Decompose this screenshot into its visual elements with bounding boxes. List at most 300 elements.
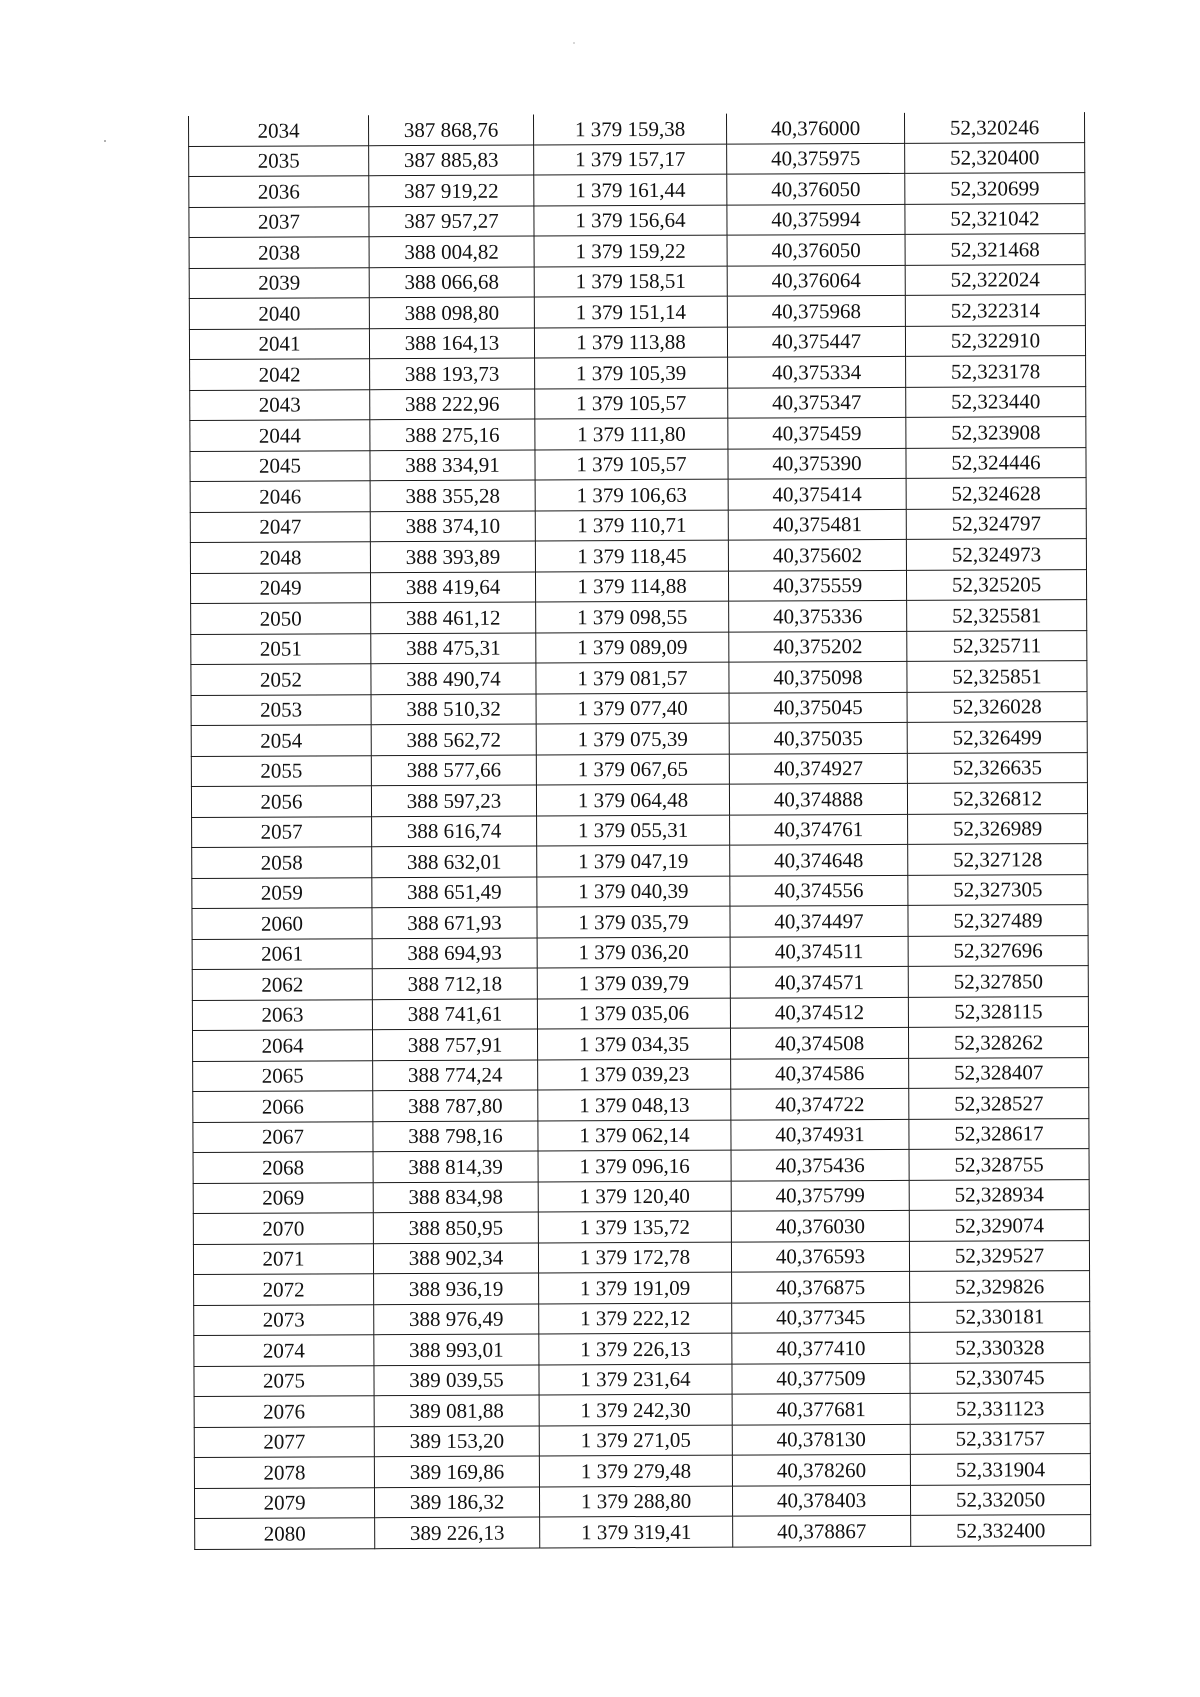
- x-coordinate-cell: [370, 358, 535, 389]
- y-coordinate-cell: [537, 967, 730, 998]
- cell-text: 1 379 222,12: [580, 1305, 691, 1331]
- longitude-cell: [910, 1362, 1090, 1393]
- cell-text: 1 379 039,23: [579, 1061, 690, 1087]
- y-coordinate-cell: [535, 510, 728, 541]
- cell-text: 388 632,01: [406, 849, 502, 874]
- cell-text: 52,327489: [953, 907, 1043, 933]
- cell-text: 40,375975: [771, 146, 861, 171]
- cell-text: 388 577,66: [406, 757, 502, 783]
- longitude-cell: [908, 905, 1088, 936]
- cell-text: 1 379 157,17: [575, 146, 686, 172]
- cell-text: 52,326635: [952, 755, 1043, 780]
- longitude-cell: [908, 996, 1088, 1027]
- latitude-cell: [729, 753, 907, 784]
- y-coordinate-cell: [534, 144, 727, 175]
- x-coordinate-cell: [372, 907, 537, 938]
- cell-text: 52,328755: [954, 1151, 1044, 1177]
- point-number-cell: [190, 511, 370, 542]
- cell-text: 52,332050: [955, 1487, 1046, 1512]
- y-coordinate-cell: [536, 601, 729, 632]
- point-number-cell: [189, 298, 369, 329]
- x-coordinate-cell: [374, 1395, 539, 1426]
- latitude-cell: [727, 265, 905, 296]
- cell-text: 1 379 064,48: [577, 787, 689, 812]
- table-row: [193, 1057, 1089, 1091]
- point-number-cell: [190, 389, 370, 420]
- y-coordinate-cell: [539, 1333, 732, 1364]
- cell-text: 52,330745: [955, 1365, 1045, 1390]
- cell-text: 40,375968: [771, 298, 862, 323]
- table-row: [194, 1393, 1090, 1427]
- cell-text: 52,328527: [954, 1090, 1044, 1116]
- point-number-cell: [191, 755, 371, 786]
- table-row: [191, 600, 1087, 634]
- cell-text: 1 379 159,22: [575, 238, 686, 263]
- cell-text: 40,378403: [776, 1488, 867, 1513]
- y-coordinate-cell: [536, 723, 729, 754]
- cell-text: 40,374761: [773, 817, 864, 842]
- cell-text: 388 976,49: [408, 1306, 504, 1332]
- cell-text: 2061: [261, 941, 304, 966]
- y-coordinate-cell: [538, 1059, 731, 1090]
- cell-text: 388 597,23: [406, 788, 502, 813]
- table-row: [189, 325, 1085, 359]
- longitude-cell: [905, 203, 1085, 234]
- cell-text: 2076: [263, 1399, 306, 1424]
- cell-text: 388 164,13: [404, 330, 500, 356]
- x-coordinate-cell: [369, 297, 534, 328]
- cell-text: 388 902,34: [408, 1245, 504, 1271]
- x-coordinate-cell: [375, 1517, 540, 1548]
- cell-text: 52,327305: [953, 877, 1043, 902]
- latitude-cell: [731, 1119, 909, 1150]
- cell-text: 1 379 105,57: [576, 451, 687, 477]
- latitude-cell: [728, 356, 906, 387]
- cell-text: 1 379 105,57: [576, 390, 687, 416]
- longitude-cell: [907, 691, 1087, 722]
- y-coordinate-cell: [539, 1303, 732, 1334]
- latitude-cell: [731, 1058, 909, 1089]
- x-coordinate-cell: [370, 449, 535, 480]
- cell-text: 40,376050: [771, 237, 861, 262]
- x-coordinate-cell: [369, 175, 534, 206]
- longitude-cell: [910, 1301, 1090, 1332]
- cell-text: 40,375336: [773, 603, 863, 628]
- cell-text: 2079: [263, 1490, 306, 1515]
- y-coordinate-cell: [538, 1150, 731, 1181]
- table-row: [189, 234, 1085, 268]
- point-number-cell: [191, 725, 371, 756]
- cell-text: 52,322910: [950, 328, 1041, 353]
- longitude-cell: [909, 1149, 1089, 1180]
- cell-text: 388 798,16: [408, 1123, 503, 1149]
- latitude-cell: [729, 631, 907, 662]
- latitude-cell: [731, 1149, 909, 1180]
- cell-text: 2040: [258, 301, 301, 326]
- cell-text: 389 226,13: [409, 1520, 505, 1545]
- table-row: [189, 112, 1085, 146]
- cell-text: 52,326812: [952, 785, 1043, 811]
- longitude-cell: [910, 1454, 1090, 1485]
- point-number-cell: [193, 1213, 373, 1244]
- y-coordinate-cell: [538, 1120, 731, 1151]
- cell-text: 1 379 089,09: [577, 634, 688, 660]
- point-number-cell: [192, 847, 372, 878]
- table-row: [195, 1515, 1091, 1549]
- cell-text: 389 081,88: [409, 1398, 504, 1423]
- table-row: [189, 203, 1085, 237]
- x-coordinate-cell: [371, 632, 536, 663]
- cell-text: 388 275,16: [405, 422, 500, 447]
- x-coordinate-cell: [370, 510, 535, 541]
- cell-text: 388 355,28: [405, 483, 500, 508]
- table-row: [194, 1423, 1090, 1457]
- cell-text: 388 374,10: [405, 513, 501, 539]
- point-number-cell: [192, 969, 372, 1000]
- latitude-cell: [728, 417, 906, 448]
- x-coordinate-cell: [371, 754, 536, 785]
- cell-text: 40,374571: [774, 969, 864, 994]
- longitude-cell: [908, 966, 1088, 997]
- longitude-cell: [905, 173, 1085, 204]
- cell-text: 40,376593: [775, 1244, 866, 1269]
- latitude-cell: [729, 692, 907, 723]
- x-coordinate-cell: [372, 937, 537, 968]
- latitude-cell: [730, 936, 908, 967]
- cell-text: 40,375436: [775, 1152, 865, 1177]
- point-number-cell: [190, 450, 370, 481]
- cell-text: 388 419,64: [405, 574, 501, 600]
- cell-text: 387 885,83: [403, 147, 499, 173]
- cell-text: 388 774,24: [407, 1062, 503, 1088]
- point-number-cell: [194, 1274, 374, 1305]
- latitude-cell: [729, 661, 907, 692]
- table-row: [190, 508, 1086, 542]
- y-coordinate-cell: [538, 1181, 731, 1212]
- y-coordinate-cell: [534, 235, 727, 266]
- longitude-cell: [906, 569, 1086, 600]
- y-coordinate-cell: [538, 1089, 731, 1120]
- cell-text: 52,328407: [954, 1060, 1044, 1085]
- longitude-cell: [911, 1515, 1091, 1546]
- x-coordinate-cell: [374, 1273, 539, 1304]
- cell-text: 1 379 156,64: [575, 207, 686, 233]
- longitude-cell: [906, 478, 1086, 509]
- cell-text: 52,321468: [950, 236, 1040, 262]
- cell-text: 1 379 098,55: [577, 604, 688, 629]
- cell-text: 40,375481: [772, 512, 862, 537]
- cell-text: 52,330181: [955, 1304, 1045, 1329]
- latitude-cell: [732, 1393, 910, 1424]
- table-row: [191, 661, 1087, 695]
- longitude-cell: [909, 1088, 1089, 1119]
- cell-text: 387 957,27: [404, 208, 499, 234]
- cell-text: 2064: [261, 1033, 304, 1058]
- cell-text: 1 379 040,39: [578, 878, 689, 904]
- cell-text: 40,374927: [773, 756, 864, 781]
- cell-text: 2055: [260, 758, 303, 783]
- y-coordinate-cell: [536, 754, 729, 785]
- x-coordinate-cell: [369, 266, 534, 297]
- x-coordinate-cell: [370, 571, 535, 602]
- table-row: [193, 1088, 1089, 1122]
- cell-text: 40,377345: [776, 1305, 866, 1330]
- longitude-cell: [909, 1210, 1089, 1241]
- cell-text: 52,323178: [950, 358, 1041, 384]
- cell-text: 52,320699: [950, 175, 1040, 201]
- table-row: [191, 752, 1087, 786]
- longitude-cell: [908, 1027, 1088, 1058]
- scan-speck: [573, 42, 575, 44]
- cell-text: 52,320400: [950, 145, 1040, 170]
- cell-text: 40,375347: [772, 390, 862, 415]
- cell-text: 52,323440: [951, 389, 1041, 414]
- latitude-cell: [730, 905, 908, 936]
- y-coordinate-cell: [535, 449, 728, 480]
- cell-text: 2074: [262, 1338, 305, 1363]
- y-coordinate-cell: [534, 205, 727, 236]
- x-coordinate-cell: [371, 693, 536, 724]
- table-row: [190, 356, 1086, 390]
- cell-text: 1 379 158,51: [575, 268, 686, 294]
- cell-text: 40,377410: [776, 1335, 866, 1360]
- cell-text: 2053: [260, 697, 303, 722]
- table-row: [194, 1332, 1090, 1366]
- longitude-cell: [905, 325, 1085, 356]
- point-number-cell: [191, 694, 371, 725]
- cell-text: 2043: [258, 392, 301, 417]
- latitude-cell: [730, 966, 908, 997]
- cell-text: 1 379 036,20: [578, 939, 689, 965]
- cell-text: 52,325581: [952, 602, 1042, 628]
- cell-text: 40,377509: [776, 1366, 866, 1391]
- cell-text: 388 562,72: [406, 727, 502, 752]
- point-number-cell: [189, 145, 369, 176]
- cell-text: 52,328934: [954, 1182, 1044, 1207]
- y-coordinate-cell: [536, 662, 729, 693]
- x-coordinate-cell: [371, 785, 536, 816]
- table-row: [194, 1484, 1090, 1518]
- y-coordinate-cell: [534, 174, 727, 205]
- coordinates-table: [188, 112, 1091, 1549]
- cell-text: 52,331904: [955, 1456, 1046, 1482]
- latitude-cell: [733, 1515, 911, 1546]
- longitude-cell: [908, 844, 1088, 875]
- cell-text: 2035: [257, 148, 300, 173]
- latitude-cell: [730, 997, 908, 1028]
- latitude-cell: [728, 539, 906, 570]
- cell-text: 1 379 226,13: [580, 1336, 691, 1361]
- table-row: [192, 996, 1088, 1030]
- table-row: [190, 539, 1086, 573]
- cell-text: 40,375390: [772, 451, 862, 476]
- latitude-cell: [727, 326, 905, 357]
- y-coordinate-cell: [537, 937, 730, 968]
- point-number-cell: [193, 1091, 373, 1122]
- y-coordinate-cell: [536, 784, 729, 815]
- x-coordinate-cell: [369, 236, 534, 267]
- table-row: [193, 1118, 1089, 1152]
- latitude-cell: [732, 1332, 910, 1363]
- latitude-cell: [731, 1241, 909, 1272]
- point-number-cell: [192, 938, 372, 969]
- cell-text: 1 379 113,88: [576, 329, 686, 355]
- cell-text: 388 694,93: [407, 940, 502, 966]
- table-row: [189, 142, 1085, 176]
- cell-text: 52,328262: [953, 1029, 1044, 1055]
- table-row: [192, 905, 1088, 939]
- cell-text: 52,326989: [952, 816, 1043, 841]
- cell-text: 388 814,39: [408, 1154, 503, 1179]
- cell-text: 389 039,55: [409, 1367, 504, 1393]
- point-number-cell: [189, 237, 369, 268]
- longitude-cell: [907, 722, 1087, 753]
- cell-text: 388 475,31: [406, 635, 501, 661]
- cell-text: 388 616,74: [406, 818, 502, 844]
- cell-text: 1 379 035,06: [578, 1000, 690, 1026]
- cell-text: 2080: [263, 1521, 306, 1546]
- x-coordinate-cell: [373, 1151, 538, 1182]
- point-number-cell: [192, 999, 372, 1030]
- cell-text: 1 379 118,45: [577, 543, 687, 568]
- y-coordinate-cell: [535, 388, 728, 419]
- point-number-cell: [191, 633, 371, 664]
- cell-text: 40,376064: [771, 268, 861, 293]
- point-number-cell: [189, 206, 369, 237]
- cell-text: 1 379 106,63: [576, 482, 687, 507]
- x-coordinate-cell: [374, 1303, 539, 1334]
- point-number-cell: [195, 1518, 375, 1549]
- latitude-cell: [732, 1302, 910, 1333]
- longitude-cell: [907, 600, 1087, 631]
- cell-text: 2068: [262, 1155, 305, 1180]
- y-coordinate-cell: [539, 1455, 732, 1486]
- latitude-cell: [731, 1180, 909, 1211]
- cell-text: 40,375994: [771, 207, 861, 232]
- x-coordinate-cell: [372, 1029, 537, 1060]
- cell-text: 1 379 159,38: [574, 116, 686, 141]
- cell-text: 1 379 081,57: [577, 665, 688, 690]
- cell-text: 1 379 111,80: [576, 421, 686, 446]
- cell-text: 2069: [262, 1185, 305, 1210]
- cell-text: 2062: [261, 972, 304, 997]
- cell-text: 1 379 055,31: [577, 817, 689, 843]
- point-number-cell: [194, 1335, 374, 1366]
- point-number-cell: [189, 267, 369, 298]
- table-row: [191, 691, 1087, 725]
- cell-text: 40,374722: [775, 1091, 865, 1116]
- longitude-cell: [906, 417, 1086, 448]
- cell-text: 1 379 034,35: [578, 1031, 690, 1056]
- y-coordinate-cell: [536, 693, 729, 724]
- cell-text: 1 379 110,71: [576, 512, 687, 538]
- cell-text: 2039: [258, 270, 301, 295]
- cell-text: 1 379 271,05: [580, 1427, 691, 1453]
- cell-text: 52,321042: [950, 206, 1040, 231]
- cell-text: 40,375559: [772, 573, 863, 598]
- x-coordinate-cell: [371, 602, 536, 633]
- cell-text: 2050: [259, 606, 302, 631]
- table-row: [190, 569, 1086, 603]
- cell-text: 2066: [261, 1094, 304, 1119]
- y-coordinate-cell: [534, 266, 727, 297]
- cell-text: 40,375045: [773, 695, 863, 720]
- longitude-cell: [907, 630, 1087, 661]
- longitude-cell: [909, 1057, 1089, 1088]
- cell-text: 40,376875: [775, 1274, 866, 1299]
- cell-text: 1 379 075,39: [577, 726, 688, 751]
- cell-text: 40,375799: [775, 1183, 865, 1208]
- cell-text: 40,378867: [777, 1518, 867, 1543]
- cell-text: 40,375459: [772, 420, 862, 445]
- cell-text: 388 393,89: [405, 544, 501, 569]
- table-row: [194, 1271, 1090, 1305]
- cell-text: 52,325851: [952, 663, 1042, 689]
- table-row: [190, 447, 1086, 481]
- cell-text: 1 379 035,79: [578, 909, 689, 934]
- table-row: [191, 783, 1087, 817]
- cell-text: 2057: [260, 819, 303, 844]
- x-coordinate-cell: [370, 480, 535, 511]
- point-number-cell: [192, 1030, 372, 1061]
- latitude-cell: [729, 600, 907, 631]
- y-coordinate-cell: [538, 1242, 731, 1273]
- longitude-cell: [906, 386, 1086, 417]
- cell-text: 389 153,20: [409, 1428, 505, 1454]
- longitude-cell: [907, 752, 1087, 783]
- cell-text: 2044: [258, 423, 301, 448]
- cell-text: 388 757,91: [407, 1032, 503, 1057]
- cell-text: 388 461,12: [405, 605, 501, 630]
- longitude-cell: [905, 142, 1085, 173]
- table-row: [190, 417, 1086, 451]
- cell-text: 40,375202: [773, 634, 863, 659]
- latitude-cell: [730, 844, 908, 875]
- x-coordinate-cell: [374, 1456, 539, 1487]
- cell-text: 2073: [262, 1307, 305, 1332]
- latitude-cell: [732, 1424, 910, 1455]
- x-coordinate-cell: [371, 663, 536, 694]
- cell-text: 1 379 151,14: [575, 299, 687, 324]
- cell-text: 2034: [257, 118, 300, 143]
- longitude-cell: [906, 447, 1086, 478]
- x-coordinate-cell: [373, 1059, 538, 1090]
- longitude-cell: [907, 661, 1087, 692]
- cell-text: 2067: [261, 1124, 305, 1149]
- cell-text: 389 169,86: [409, 1459, 505, 1484]
- cell-text: 388 490,74: [406, 666, 501, 691]
- point-number-cell: [194, 1457, 374, 1488]
- y-coordinate-cell: [535, 571, 728, 602]
- cell-text: 2049: [259, 575, 302, 600]
- x-coordinate-cell: [373, 1120, 538, 1151]
- table-row: [194, 1454, 1090, 1488]
- cell-text: 1 379 191,09: [579, 1275, 691, 1300]
- point-number-cell: [194, 1396, 374, 1427]
- cell-text: 52,324446: [951, 450, 1041, 475]
- point-number-cell: [193, 1182, 373, 1213]
- cell-text: 1 379 172,78: [579, 1244, 691, 1270]
- y-coordinate-cell: [535, 479, 728, 510]
- cell-text: 2041: [258, 331, 301, 356]
- x-coordinate-cell: [372, 876, 537, 907]
- cell-text: 52,326028: [952, 694, 1042, 719]
- latitude-cell: [727, 295, 905, 326]
- table-row: [192, 813, 1088, 847]
- cell-text: 2070: [262, 1216, 305, 1241]
- y-coordinate-cell: [537, 906, 730, 937]
- y-coordinate-cell: [537, 876, 730, 907]
